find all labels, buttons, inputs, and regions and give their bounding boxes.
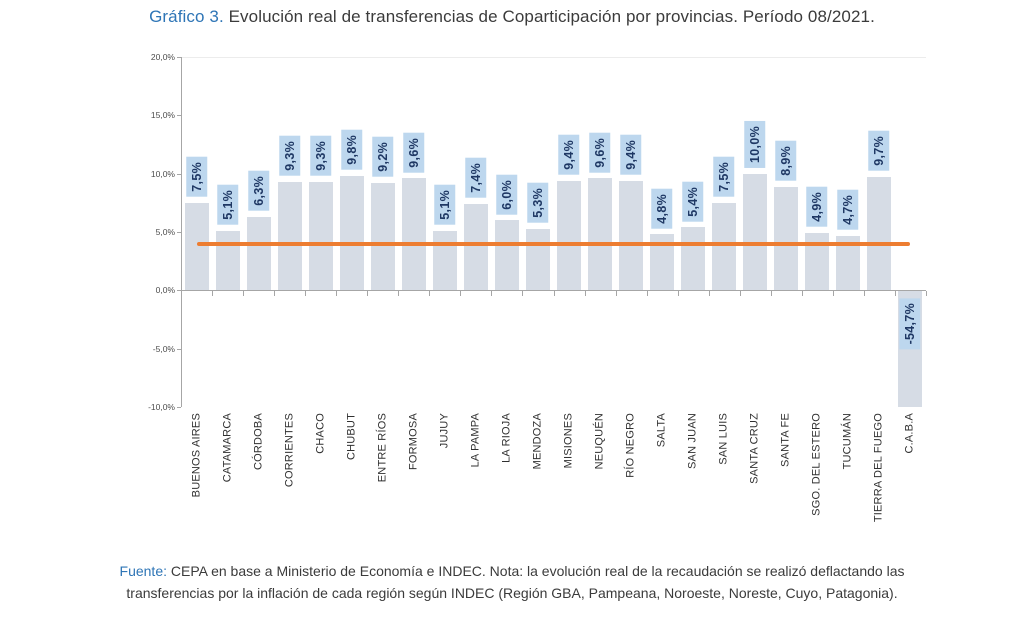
plot-area-top-border	[181, 57, 926, 58]
x-axis-label: LA PAMPA	[469, 413, 482, 468]
x-axis-label: SAN LUIS	[717, 413, 730, 465]
bar	[774, 187, 798, 291]
x-axis-label: CATAMARCA	[221, 413, 234, 483]
y-axis-tick	[177, 349, 181, 350]
bar-value-label: 9,7%	[869, 131, 890, 171]
x-axis-label: SALTA	[655, 413, 668, 448]
x-axis-label: JUJUY	[438, 413, 451, 449]
x-axis-tick	[833, 291, 834, 296]
bar-value-label: 9,8%	[341, 130, 362, 170]
bar	[681, 227, 705, 290]
bar-value-label: 5,1%	[217, 185, 238, 225]
x-axis-label: CHUBUT	[345, 413, 358, 461]
x-axis-label: CHACO	[314, 413, 327, 454]
x-axis-label: ENTRE RÍOS	[376, 413, 389, 483]
x-axis-tick	[212, 291, 213, 296]
x-axis-tick	[522, 291, 523, 296]
bar	[464, 204, 488, 290]
x-axis-label: MISIONES	[562, 413, 575, 469]
x-axis-label: SANTA FE	[779, 413, 792, 467]
x-axis-tick	[616, 291, 617, 296]
bar-value-label: 4,8%	[652, 189, 673, 229]
x-axis-tick	[305, 291, 306, 296]
bar	[371, 183, 395, 290]
bar	[743, 174, 767, 291]
y-axis-tick	[177, 174, 181, 175]
source-text: CEPA en base a Ministerio de Economía e INDEC. Nota: la evolución real de la recaudación se realizó deflactando las transferencias por la inflación de cada región según INDEC (Región GBA, Pampeana, Noroeste, Noreste, Cuyo, Patagonia).	[126, 563, 905, 601]
x-axis-label: SAN JUAN	[686, 413, 699, 469]
bar	[402, 178, 426, 290]
y-tick-label: 5,0%	[155, 227, 175, 237]
bar-value-label: -54,7%	[900, 298, 921, 349]
x-axis-tick	[802, 291, 803, 296]
bar	[216, 231, 240, 291]
bar-value-label: 5,3%	[528, 183, 549, 223]
x-axis-label: C.A.B.A	[904, 413, 917, 454]
bar	[712, 203, 736, 291]
x-axis-tick	[709, 291, 710, 296]
x-axis-label: MENDOZA	[531, 413, 544, 470]
x-axis-tick	[429, 291, 430, 296]
bar	[433, 231, 457, 291]
bar-value-label: 6,3%	[248, 171, 269, 211]
x-axis-tick	[740, 291, 741, 296]
x-axis-tick	[895, 291, 896, 296]
source-label: Fuente:	[119, 563, 167, 579]
bar	[619, 181, 643, 291]
x-axis-tick	[864, 291, 865, 296]
x-axis-label: RÍO NEGRO	[624, 413, 637, 478]
bar-value-label: 5,4%	[683, 182, 704, 222]
y-axis-tick	[177, 232, 181, 233]
bar-value-label: 4,7%	[838, 190, 859, 230]
y-tick-label: 15,0%	[150, 110, 175, 121]
y-tick-label: 10,0%	[150, 168, 175, 179]
bar	[340, 176, 364, 290]
y-axis-tick	[177, 407, 181, 408]
bar	[557, 181, 581, 291]
x-axis-label: TIERRA DEL FUEGO	[873, 413, 886, 523]
bar-value-label: 9,2%	[373, 137, 394, 177]
bar-value-label: 9,3%	[310, 136, 331, 176]
bar-value-label: 10,0%	[745, 121, 766, 168]
bar	[309, 182, 333, 291]
x-axis-tick	[243, 291, 244, 296]
y-axis-tick	[177, 57, 181, 58]
x-axis-label: LA RIOJA	[500, 413, 513, 463]
x-axis-label: NEUQUÉN	[593, 413, 606, 470]
bar	[495, 220, 519, 290]
bar-value-label: 9,3%	[279, 136, 300, 176]
bar-value-label: 7,5%	[714, 157, 735, 197]
page-title-text: Evolución real de transferencias de Coparticipación por provincias. Período 08/2021.	[223, 7, 875, 26]
x-axis-tick	[926, 291, 927, 296]
x-axis-tick	[678, 291, 679, 296]
bar	[185, 203, 209, 291]
x-axis-tick	[460, 291, 461, 296]
x-axis-tick	[585, 291, 586, 296]
bar-value-label: 4,9%	[807, 187, 828, 227]
bar-value-label: 9,4%	[621, 135, 642, 175]
bar-value-label: 8,9%	[776, 141, 797, 181]
bar	[526, 229, 550, 291]
page-title-prefix: Gráfico 3.	[149, 7, 224, 26]
bar-value-label: 7,5%	[186, 157, 207, 197]
x-axis-tick	[554, 291, 555, 296]
x-axis-tick	[181, 291, 182, 296]
bar	[247, 217, 271, 291]
x-axis-tick	[771, 291, 772, 296]
reference-line	[197, 242, 911, 246]
x-axis-label: SANTA CRUZ	[748, 413, 761, 484]
x-axis-label: BUENOS AIRES	[190, 413, 203, 498]
bar	[278, 182, 302, 291]
y-tick-label: -5,0%	[152, 343, 175, 354]
x-axis-tick	[647, 291, 648, 296]
y-axis-line	[181, 57, 182, 407]
x-axis-tick	[274, 291, 275, 296]
bar	[867, 177, 891, 290]
bar	[588, 178, 612, 290]
bar-value-label: 9,4%	[559, 135, 580, 175]
y-tick-label: 0,0%	[155, 285, 175, 296]
bar-value-label: 5,1%	[435, 185, 456, 225]
x-axis-tick	[367, 291, 368, 296]
x-axis-label: FORMOSA	[407, 413, 420, 471]
x-axis-label: TUCUMÁN	[842, 413, 855, 470]
x-axis-label: SGO. DEL ESTERO	[811, 413, 824, 516]
y-tick-label: -10,0%	[148, 402, 175, 412]
y-tick-label: 20,0%	[150, 52, 175, 62]
x-axis-label: CÓRDOBA	[252, 413, 265, 471]
source-note	[87, 561, 937, 604]
x-axis-label: CORRIENTES	[283, 413, 296, 488]
x-axis-tick	[491, 291, 492, 296]
bar-value-label: 9,6%	[404, 133, 425, 173]
bar-value-label: 6,0%	[497, 175, 518, 215]
bar-value-label: 9,6%	[590, 133, 611, 173]
x-axis-tick	[398, 291, 399, 296]
bar-value-label: 7,4%	[466, 158, 487, 198]
y-axis-tick	[177, 115, 181, 116]
x-axis-tick	[336, 291, 337, 296]
